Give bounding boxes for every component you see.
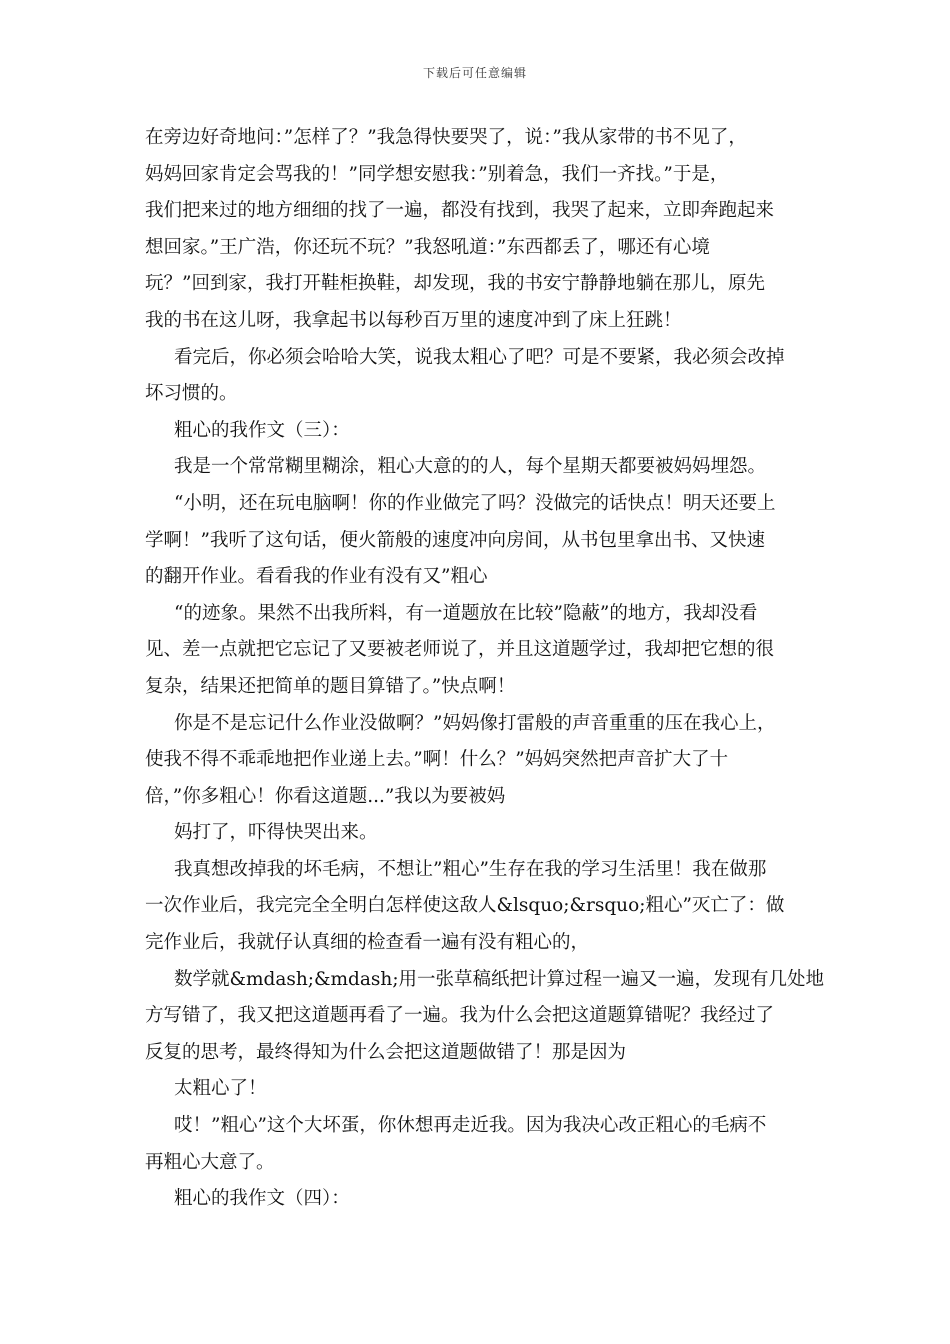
text-line: 完作业后，我就仔认真细的检查看一遍有没有粗心的， xyxy=(145,932,590,954)
text-line: 玩？”回到家，我打开鞋柜换鞋，却发现，我的书安宁静静地躺在那儿，原先 xyxy=(145,273,765,295)
text-line: 我们把来过的地方细细的找了一遍，都没有找到，我哭了起来，立即奔跑起来 xyxy=(145,200,775,222)
text-line: 看完后，你必须会哈哈大笑，说我太粗心了吧？可是不要紧，我必须会改掉 xyxy=(174,346,785,368)
text-line: 学啊！”我听了这句话，便火箭般的速度冲向房间，从书包里拿出书、又快速 xyxy=(145,529,765,551)
text-line: 使我不得不乖乖地把作业递上去。”啊！什么？”妈妈突然把声音扩大了十 xyxy=(145,749,729,771)
text-line: 想回家。”王广浩，你还玩不玩？”我怒吼道：”东西都丢了，哪还有心境 xyxy=(145,236,710,258)
text-line: 的翻开作业。看看我的作业有没有又”粗心 xyxy=(145,566,488,588)
text-line: 太粗心了！ xyxy=(174,1078,267,1100)
text-line: 一次作业后，我完完全全明白怎样使这敌人&lsquo;&rsquo;粗心”灭亡了：做 xyxy=(145,895,785,917)
text-line: 倍，”你多粗心！你看这道题...”我以为要被妈 xyxy=(145,785,506,807)
text-line: 反复的思考，最终得知为什么会把这道题做错了！那是因为 xyxy=(145,1041,627,1063)
text-line: 数学就&mdash;&mdash;用一张草稿纸把计算过程一遍又一遍，发现有几处地 xyxy=(174,968,825,990)
text-line: 在旁边好奇地问：”怎样了？”我急得快要哭了，说：”我从家带的书不见了， xyxy=(145,127,747,148)
text-line: 妈妈回家肯定会骂我的！”同学想安慰我：”别着急，我们一齐找。”于是， xyxy=(145,163,729,185)
text-line: “的迹象。果然不出我所料，有一道题放在比较”隐蔽”的地方，我却没看 xyxy=(174,602,758,624)
text-line: 方写错了，我又把这道题再看了一遍。我为什么会把这道题算错呢？我经过了 xyxy=(145,1005,775,1027)
text-line: 复杂，结果还把简单的题目算错了。”快点啊！ xyxy=(145,675,516,697)
text-line: 坏习惯的。 xyxy=(145,383,238,405)
text-line: 我是一个常常糊里糊涂，粗心大意的的人，每个星期天都要被妈妈埋怨。 xyxy=(174,456,767,478)
text-line: 见、差一点就把它忘记了又要被老师说了，并且这道题学过，我却把它想的很 xyxy=(145,639,775,661)
text-line: 我的书在这儿呀，我拿起书以每秒百万里的速度冲到了床上狂跳！ xyxy=(145,309,682,331)
text-line: 哎！”粗心”这个大坏蛋，你休想再走近我。因为我决心改正粗心的毛病不 xyxy=(174,1115,767,1137)
text-line: 再粗心大意了。 xyxy=(145,1151,275,1173)
text-line: “小明，还在玩电脑啊！你的作业做完了吗？没做完的话快点！明天还要上 xyxy=(174,492,776,514)
document-body xyxy=(145,120,825,1218)
text-line: 我真想改掉我的坏毛病，不想让”粗心”生存在我的学习生活里！我在做那 xyxy=(174,858,767,880)
text-line: 粗心的我作文（三）： xyxy=(174,419,350,441)
page-header: 下载后可任意编辑 xyxy=(422,66,527,80)
text-line: 妈打了，吓得快哭出来。 xyxy=(174,822,378,844)
text-line: 粗心的我作文（四）： xyxy=(174,1188,350,1210)
text-line: 你是不是忘记什么作业没做啊？”妈妈像打雷般的声音重重的压在我心上， xyxy=(174,712,776,734)
